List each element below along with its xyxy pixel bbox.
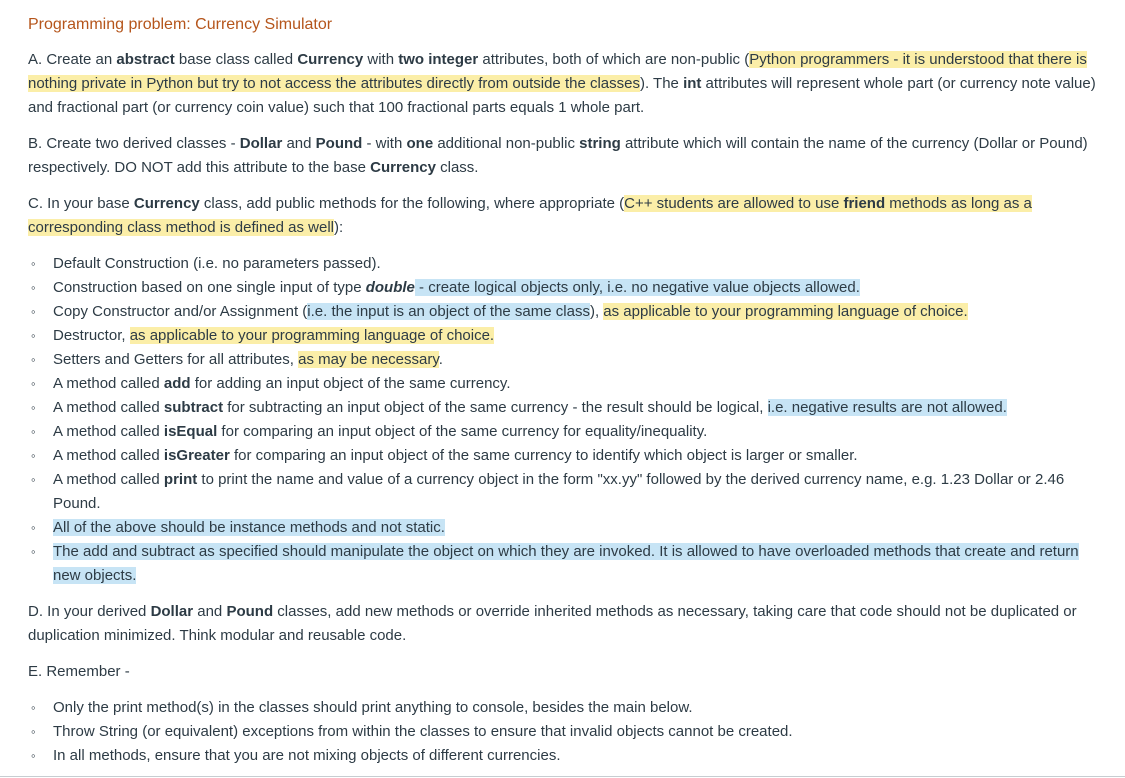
text-run: D. In your derived [28,603,151,620]
section-e-list [28,696,1097,768]
emphasis-text: Currency [297,51,364,68]
section-d [28,600,1097,648]
highlighted-text: i.e. negative results are not allowed. [767,399,1007,416]
text-run: Default Construction (i.e. no parameters passed). [53,255,381,272]
text-run: class. [435,159,479,176]
text-run: attribute which will contain the name of the currency (Dollar or Pound) respectively. DO NOT add this attribute to the base [28,135,1088,176]
text-run: attributes will represent whole part (or currency note value) and fractional part (or currency coin value) such that 100 fractional parts equals 1 whole part. [28,75,1096,116]
text-run: and [193,603,227,620]
highlighted-text: as may be necessary [298,351,439,368]
list-item [53,744,1097,768]
section-c [28,192,1097,240]
text-run: to print the name and value of a currency object in the form "xx.yy" followed by the derived currency name, e.g. 1.23 Dollar or 2.46 Pound. [53,471,1065,512]
text-run: . [438,351,443,368]
list-item [53,372,1097,396]
text-run: - with [362,135,407,152]
text-run: for adding an input object of the same currency. [190,375,511,392]
text-run: for subtracting an input object of the same currency - the result should be logical, [223,399,768,416]
emphasis-text: Currency [133,195,200,212]
list-item [53,444,1097,468]
text-run: Throw String (or equivalent) exceptions from within the classes to ensure that invalid objects cannot be created. [53,723,793,740]
text-run: class, add public methods for the following, where appropriate ( [199,195,625,212]
emphasis-text: string [579,135,621,152]
text-run: A method called [53,447,164,464]
text-run: ), [589,303,604,320]
text-run: A. Create an [28,51,117,68]
list-item [53,540,1097,588]
emphasis-text: isGreater [163,447,230,464]
problem-title: Programming problem: Currency Simulator [28,16,333,33]
text-run: classes, add new methods or override inherited methods as necessary, taking care that code should not be duplicated or duplication minimized. Think modular and reusable code. [28,603,1077,644]
text-run: ): [334,219,344,236]
text-run: additional non-public [433,135,580,152]
text-run: for comparing an input object of the same currency for equality/inequality. [217,423,708,440]
text-run: base class called [174,51,298,68]
text-run: E. Remember - [28,663,130,680]
emphasis-text: int [683,75,702,92]
text-run: Only the print method(s) in the classes should print anything to console, besides the main below. [53,699,693,716]
list-item [53,516,1097,540]
text-run: A method called [53,471,164,488]
text-run: A method called [53,375,164,392]
section-b [28,132,1097,180]
highlighted-text: Python programmers - it is understood that there is nothing private in Python but try to not access the attributes directly from outside the classes [28,51,1087,92]
list-item [53,348,1097,372]
highlighted-text: The add and subtract as specified should manipulate the object on which they are invoked. It is allowed to have overloaded methods that create and return new objects. [53,543,1079,584]
list-item [53,720,1097,744]
emphasis-text: subtract [163,399,224,416]
highlighted-text: as applicable to your programming language of choice. [603,303,968,320]
emphasis-text: Dollar [150,603,194,620]
text-run: C. In your base [28,195,134,212]
text-run: Destructor, [53,327,130,344]
section-e [28,660,1097,684]
list-item [53,396,1097,420]
highlighted-text: C++ students are allowed to use [624,195,844,212]
text-run: In all methods, ensure that you are not mixing objects of different currencies. [53,747,561,764]
text-run: Copy Constructor and/or Assignment ( [53,303,308,320]
text-run: and [282,135,316,152]
highlighted-text: as applicable to your programming language of choice. [129,327,495,344]
highlighted-text: All of the above should be instance methods and not static. [53,519,445,536]
section-c-list [28,252,1097,588]
emphasis-text: Pound [315,135,363,152]
text-run: Construction based on one single input of type [53,279,366,296]
section-a [28,48,1097,120]
list-item [53,252,1097,276]
text-run: attributes, both of which are non-public ( [478,51,750,68]
list-item [53,300,1097,324]
highlighted-text: methods as long as a corresponding class method is defined as well [28,195,1032,236]
highlighted-text: - create logical objects only, i.e. no negative value objects allowed. [414,279,860,296]
emphasis-text: print [163,471,198,488]
text-run: Setters and Getters for all attributes, [53,351,299,368]
highlighted-text: friend [843,195,886,212]
emphasis-text: one [406,135,434,152]
text-run: A method called [53,423,164,440]
emphasis-text: abstract [116,51,175,68]
text-run: A method called [53,399,164,416]
emphasis-text: isEqual [163,423,218,440]
emphasis-text: Pound [226,603,274,620]
text-run: B. Create two derived classes - [28,135,240,152]
emphasis-text: add [163,375,191,392]
text-run: ). The [639,75,684,92]
highlighted-text: i.e. the input is an object of the same class [307,303,590,320]
text-run: for comparing an input object of the same currency to identify which object is larger or smaller. [229,447,858,464]
emphasis-text: Currency [370,159,436,176]
emphasis-text: Dollar [239,135,283,152]
list-item [53,276,1097,300]
list-item [53,420,1097,444]
text-run: with [363,51,399,68]
list-item [53,696,1097,720]
emphasis-text: two integer [398,51,479,68]
list-item [53,468,1097,516]
emphasis-text: double [365,279,415,296]
list-item [53,324,1097,348]
